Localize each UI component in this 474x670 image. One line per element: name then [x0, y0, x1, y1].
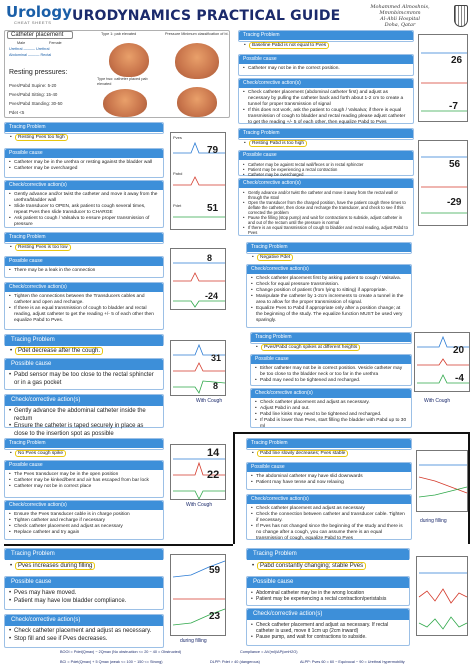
left-problem-text-3: • No Pves cough spike [6, 449, 166, 459]
left-cause-card-2 [4, 358, 164, 390]
footer-alpp: ALPP: Pves 60 = 60 − Equivocal − 90 = Urethral hypermobility [300, 660, 405, 664]
corrective-action-label: Check/corrective action(s) [5, 395, 163, 406]
bladder-diagram-1 [109, 43, 149, 77]
during-filling-note: during filling [180, 638, 207, 644]
cause-item: • Catheter may be overcharged [9, 166, 159, 172]
catheter-placement-title: Catheter placement [7, 31, 73, 39]
urology-logo [6, 3, 72, 27]
cause-item: • Either catheter may not be in correct position. Vesicle catheter may be too close to the bladder neck or too far in the urethra [255, 366, 407, 378]
tracing-problem-label: Tracing Problem [5, 233, 163, 242]
cause-item: • The Pves transducer may be in the open position [9, 472, 159, 478]
with-cough-note: With Cough [196, 398, 223, 404]
col-female: Female [49, 41, 62, 45]
trace-panel-10 [416, 556, 468, 636]
logo-text: Urology [6, 3, 72, 21]
action-item: • Check catheter placement and adjust as necessary [9, 524, 159, 530]
right-cause-card-1 [238, 150, 414, 176]
author-block [350, 4, 450, 28]
right-action-card-4 [246, 494, 412, 540]
action-item: • If there is an equal transmission of cough to bladder and rectal reading, adjust catheter to get the reading +/- 5 of each other then equalize Pabd to Pves. [9, 306, 159, 324]
tracing-problem-label: Tracing Problem [239, 31, 413, 40]
corrective-action-label: Check/corrective action(s) [247, 265, 411, 274]
action-item: • Check catheter placement (abdominal catheter first) and adjust as necessary by pulling the catheter back and forth about 1-2 cm to create a tunnel for proper transmission of signal [243, 90, 409, 108]
trace-graph [419, 141, 469, 227]
right-action-card-0 [238, 78, 414, 124]
right-cause-card-0 [238, 54, 414, 76]
section-divider-horizontal [4, 544, 233, 546]
page-header [4, 3, 470, 29]
left-cause-card-0 [4, 148, 164, 178]
cause-item: • Catheter may be against rectal wall/feces or in rectal sphincter [243, 162, 409, 167]
page-title: URODYNAMICS PRACTICAL GUIDE [72, 8, 341, 24]
left-problem-text-0: • Resting Pves too high [6, 133, 166, 143]
trace-value: 59 [209, 565, 221, 576]
cause-item: • Pabd sensor may be too close to the rectal sphincter or in a gas pocket [9, 372, 159, 387]
trace-panel-7 [418, 140, 468, 226]
bladder-diagram-2 [103, 89, 147, 117]
cause-item: • There may be a leak in the connection [9, 268, 159, 274]
cause-item: • Pabd may need to be tightened and recharged. [255, 378, 407, 384]
pressure-sitting: Pves/Pabd Sitting: 15-40 [9, 92, 58, 97]
trace-value: 51 [207, 203, 219, 214]
with-cough-note: With Cough [186, 502, 213, 508]
right-cause-card-3 [250, 354, 412, 386]
action-item: • Tighten the connections between the Transducers cables and catheter and open and recharge. [9, 294, 159, 306]
action-item: • Slide transducer to OPEN, ask patient to cough several times, repeat Pves then slide transducer to CHARGE [9, 204, 159, 216]
pdet-label: Pdet [173, 203, 182, 208]
trace-value: 23 [209, 611, 221, 622]
action-item: • Check catheter placement and adjust as necessary [251, 506, 407, 512]
action-item: • Stop fill and see if Pves decreases. [9, 636, 159, 644]
tracing-problem-label: Tracing Problem [5, 123, 163, 132]
tracing-problem-label: Tracing Problem [247, 243, 411, 252]
action-item: • Check the connection between catheter and transducer cable. Tighten if necessary. [251, 512, 407, 524]
trace-graph [171, 133, 227, 231]
left-cause-card-1 [4, 256, 164, 278]
footer-dlpp: DLPP: Pdet > 40 (dangerous) [210, 660, 260, 664]
corrective-action-label: Check/corrective action(s) [247, 609, 409, 620]
tracing-problem-label: Tracing Problem [5, 335, 163, 346]
left-problem-text-1: • Resting Pves is too low [6, 243, 166, 253]
cause-item: • Patient may be experiencing a rectal contraction/peristalsis [251, 596, 405, 602]
trace-value: 8 [207, 253, 213, 263]
resting-pressures-title: Resting pressures: [9, 69, 68, 76]
cause-item: • Pves may have moved. [9, 590, 159, 598]
catheter-placement-panel: Catheter placement Male Female Urethral ——— Urethral Abdominal ——— Rectal Resting pressures: Pves/Pabd Supine: 5-20 Pves/Pabd Sitting: 15-40 Pves/Pabd Standing: 30-50 Pdet <5 Type 1: pab elevated Type two: catheter placed pab elevated Pressure Minimum classification of bl. [4, 30, 230, 118]
action-item: • Check catheter placement first by asking patient to cough / Valsalva. [251, 276, 407, 282]
corrective-action-label: Check/corrective action(s) [5, 501, 163, 510]
tracing-problem-label: Tracing Problem [247, 439, 411, 448]
right-problem-text-4: • Pabd line slowly decreases; Pves stable [248, 449, 414, 459]
author-name: Mohammed Almoshnis, Mmmbimcmmm [370, 4, 430, 16]
trace-value: 79 [207, 145, 219, 156]
col-male: Male [17, 41, 26, 45]
possible-cause-label: Possible cause [251, 355, 411, 364]
corrective-action-label: Check/corrective action(s) [251, 389, 411, 398]
pves-label: Pves [173, 135, 182, 140]
corrective-action-label: Check/corrective action(s) [239, 79, 413, 88]
corrective-action-label: Check/corrective action(s) [5, 283, 163, 292]
action-item: • Check catheter placement and adjust as necessary. If rectal catheter is used, move it 1cm up (2cm inward) [251, 622, 405, 634]
left-problem-card-2 [4, 334, 164, 346]
action-item: • Gently advance and/or twist the catheter and move it away from the urethra/bladder wall [9, 192, 159, 204]
action-item: • Check catheter placement and adjust as necessary. [255, 400, 407, 406]
trace-graph [171, 249, 227, 311]
possible-cause-label: Possible cause [5, 461, 163, 470]
cause-item: • Patient may be experiencing a rectal contraction [243, 167, 409, 172]
possible-cause-label: Possible cause [5, 577, 163, 588]
left-problem-text-2: • Pdet decrease after the cough. [6, 346, 166, 358]
possible-cause-label: Possible cause [5, 257, 163, 266]
trace-value: 20 [453, 345, 465, 356]
action-item: • Replace catheter and try again [9, 530, 159, 536]
trace-value: -7 [449, 101, 458, 112]
trace-graph [419, 35, 469, 123]
left-cause-card-4 [4, 576, 164, 610]
trace-panel-4 [170, 444, 226, 500]
action-item: • If this does not work, ask the patient to cough / Valsalva; if there is equal transmission of cough to bladder and rectal reading please adjust catheter to get the reading +/- 5 of each other, then equalize Pabd to Pves [243, 108, 409, 126]
trace-value: 22 [207, 469, 220, 481]
pabd-label: Pabd [173, 171, 183, 176]
tracing-problem-label: Tracing Problem [239, 129, 413, 138]
pressure-pdet: Pdet <5 [9, 110, 25, 115]
possible-cause-label: Possible cause [239, 55, 413, 64]
type2-caption: Type two: catheter placed pab elevated [97, 77, 148, 86]
pressure-standing: Pves/Pabd Standing: 30-50 [9, 101, 63, 106]
hospital-crest-icon [454, 5, 468, 27]
right-action-card-3 [250, 388, 412, 428]
section-divider-vertical [233, 432, 235, 544]
right-action-card-2 [246, 264, 412, 328]
right-problem-text-5: • Pabd constantly changing; stable Pves [248, 561, 418, 573]
trace-panel-3 [170, 340, 226, 396]
action-item: • Open the transducer from the charged position, have the patient cough three times to deflate the catheter, then close and recharge the transducer, and check to see if this corrected the problem [243, 200, 409, 215]
corrective-action-label: Check/corrective action(s) [5, 615, 163, 626]
possible-cause-label: Possible cause [239, 151, 413, 160]
cause-item: • Patient may have low bladder compliance. [9, 598, 159, 606]
tracing-problem-label: Tracing Problem [251, 333, 411, 342]
cause-item: • Catheter may be in the urethra or resting against the bladder wall [9, 160, 159, 166]
right-action-card-5 [246, 608, 410, 646]
action-item: • Ensure the Pves transducer cable is in charge position [9, 512, 159, 518]
possible-cause-label: Possible cause [5, 149, 163, 158]
cause-item: • Catheter may not be in the correct position. [243, 66, 409, 72]
right-problem-text-0: • Baseline Pabd is not equal to Pves [240, 41, 416, 51]
tracing-problem-label: Tracing Problem [5, 439, 163, 448]
action-item: • Equalize Pves to Pabd if appropriate only after a position change; at the beginning of the study. The equalize function MUST be used very sparingly. [251, 306, 407, 324]
action-item: • If Pabd is lower than Pves, start filling the bladder with Pabd up to 30 ml [255, 418, 407, 430]
action-item: • Gently advance and/or twist the catheter and move it away from the rectal wall or through the stool [243, 190, 409, 200]
action-item: • Gently advance the abdominal catheter inside the rectum [9, 408, 159, 423]
right-action-card-1 [238, 178, 414, 236]
footer-booi: BOOI = Pdet(Qmax) − 2Qmax (No obstruction <= 20 − 40 = Obstructed) [60, 650, 182, 654]
right-problem-text-1: • Resting Pabd is too high [240, 139, 416, 149]
right-problem-text-2: • Negative Pdet [248, 253, 414, 263]
pressure-caption: Pressure Minimum classification of bl. [165, 32, 229, 36]
right-problem-card-5 [246, 548, 410, 560]
during-filling-note: during filling [420, 518, 447, 524]
bladder-diagram-3 [175, 43, 219, 79]
with-cough-note: With Cough [424, 398, 451, 404]
footer-compliance: Compliance = ΔV(ml)/ΔP(cmH2O) [240, 650, 298, 654]
left-action-card-2 [4, 394, 164, 437]
possible-cause-label: Possible cause [247, 577, 409, 588]
trace-panel-5 [170, 554, 226, 636]
corrective-action-label: Check/corrective action(s) [247, 495, 411, 504]
trace-graph [417, 557, 469, 637]
trace-value: -24 [205, 291, 219, 301]
action-item: • Change position of patient (from lying to sitting) if appropriate. [251, 288, 407, 294]
trace-panel-6 [418, 34, 468, 122]
action-item: • Check catheter placement and adjust as necessary. [9, 628, 159, 636]
action-item: • If Pves has not changed since the beginning of the study and there is no change after a cough, you can assume there is an equal transmission of cough, equalize Pabd to Pves [251, 524, 407, 542]
trace-value: 31 [211, 353, 222, 363]
type1-caption: Type 1: pab elevated [101, 32, 137, 36]
logo-subtitle: CHEAT SHEETS [14, 20, 52, 25]
trace-panel-2 [170, 248, 226, 310]
action-item: • Ask patient to cough / Valsalva to ensure proper transmission of pressure [9, 216, 159, 228]
trace-value: -29 [447, 197, 462, 208]
right-cause-card-5 [246, 576, 410, 606]
action-item: • Tighten catheter and recharge if necessary [9, 518, 159, 524]
right-problem-text-3: • Pves/Pabd cough spikes at different heights [252, 343, 414, 353]
author-location: Doha, Qatar [384, 22, 416, 28]
left-action-card-1 [4, 282, 164, 330]
cause-item: • Catheter may be kinked/bent and air has escaped from bar lock [9, 478, 159, 484]
author-hospital: Al-Ahli Hospital [380, 16, 420, 22]
corrective-action-label: Check/corrective action(s) [5, 181, 163, 190]
tracing-problem-label: Tracing Problem [5, 549, 163, 560]
action-item: • Pabd line kinks may need to be tightened and recharged. [255, 412, 407, 418]
cause-item: • The abdominal catheter may have slid downwards [251, 474, 407, 480]
left-cause-card-3 [4, 460, 164, 498]
cause-item: • Catheter may not be in correct place [9, 484, 159, 490]
left-problem-text-4: • Pves increases during filling [6, 561, 166, 573]
possible-cause-label: Possible cause [247, 463, 411, 472]
resting-pressures-list [9, 81, 62, 117]
trace-value: 14 [207, 447, 220, 459]
cause-item: • Catheter may be overcharged [243, 172, 409, 177]
trace-value: 26 [451, 55, 463, 66]
tracing-problem-label: Tracing Problem [247, 549, 409, 560]
trace-panel-1 [170, 132, 226, 230]
left-action-card-4 [4, 614, 164, 648]
corrective-action-label: Check/corrective action(s) [239, 179, 413, 188]
trace-panel-9 [416, 450, 468, 512]
trace-value: 8 [213, 381, 219, 391]
action-item: • Manipulate the catheter by 1-2cm increments to create a tunnel in the area to allow for the proper transmission of signal. [251, 294, 407, 306]
trace-graph [171, 341, 227, 397]
action-item: • Pause the filling (stop pump) and wait for contractions to subside, adjust catheter in and out of the rectum until the pressure is normal [243, 215, 409, 225]
cause-item: • Abdominal catheter may be in the wrong location [251, 590, 405, 596]
footer-bci: BCI = Pdet(Qmax) + 5 Qmax (weak <= 100 − 150 <= Strong) [60, 660, 163, 664]
trace-graph [417, 451, 469, 513]
cause-item: • Patient may have tense and now relaxing [251, 480, 407, 486]
right-cause-card-4 [246, 462, 412, 490]
left-action-card-3 [4, 500, 164, 540]
trace-value: -4 [455, 373, 464, 384]
action-item: • Adjust Pabd in and out. [255, 406, 407, 412]
trace-panel-8 [414, 332, 470, 392]
action-item: • Pause pump, and wait for contractions to subside. [251, 634, 405, 640]
bladder-diagram-4 [177, 87, 217, 117]
pressure-supine: Pves/Pabd Supine: 5-20 [9, 83, 57, 88]
trace-value: 56 [449, 159, 461, 170]
action-item: • Ensure the catheter is taped securely in place as close to the insertion spot as possible [9, 423, 159, 438]
left-action-card-0 [4, 180, 164, 228]
action-item: • If there is an equal transmission of cough to bladder and rectal reading, adjust Pabd to Pves [243, 225, 409, 235]
action-item: • Check for equal pressure transmission. [251, 282, 407, 288]
possible-cause-label: Possible cause [5, 359, 163, 370]
left-problem-card-4 [4, 548, 164, 560]
